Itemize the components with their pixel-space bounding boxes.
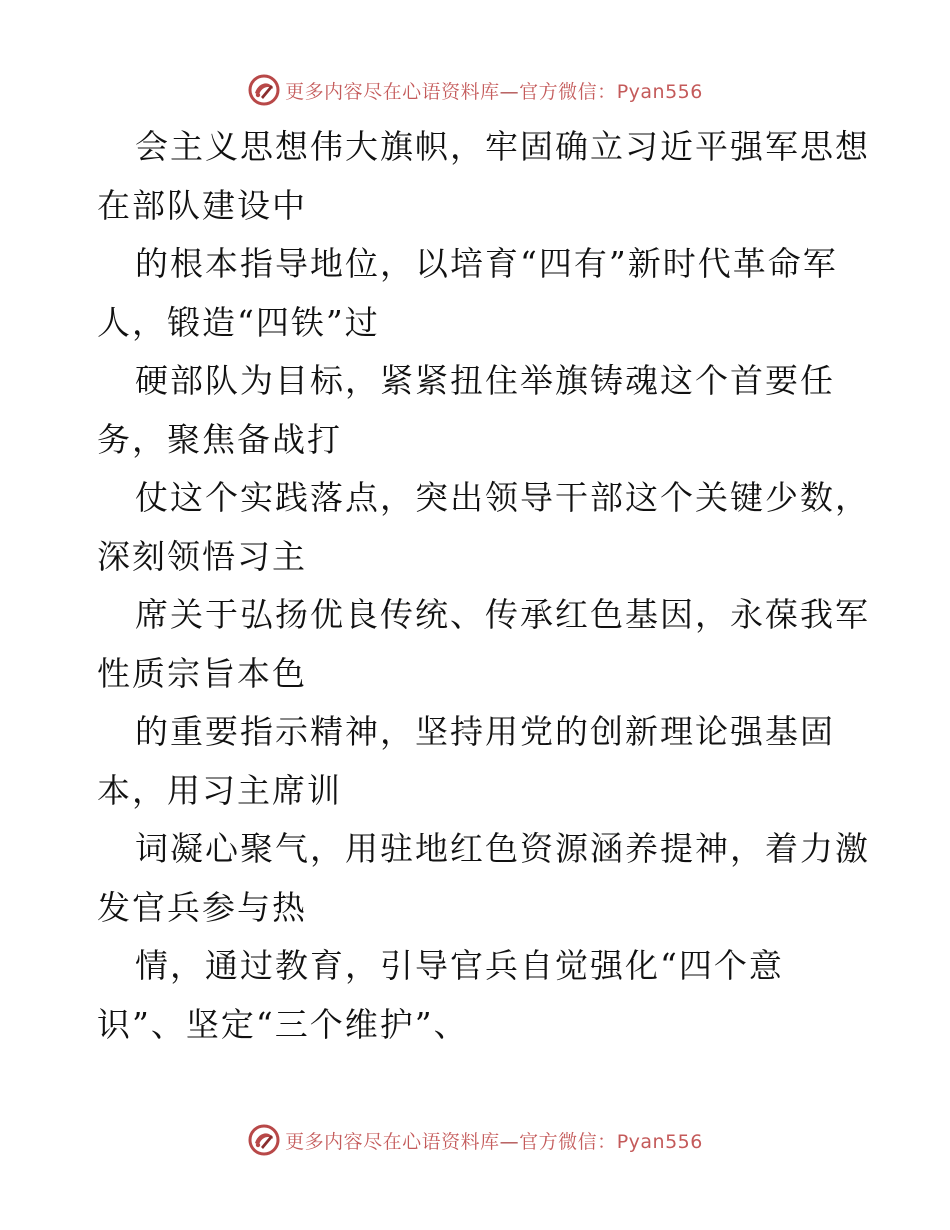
body-line: 的重要指示精神，坚持用党的创新理论强基固 xyxy=(135,712,835,751)
body-line: 会主义思想伟大旗帜，牢固确立习近平强军思想 xyxy=(135,127,870,166)
header-wechat-id: Pyan556 xyxy=(616,80,703,103)
header-dash: — xyxy=(499,80,520,103)
body-line: 硬部队为目标，紧紧扭住举旗铸魂这个首要任 xyxy=(135,361,835,400)
body-line: 发官兵参与热 xyxy=(97,887,307,927)
body-line: 仗这个实践落点，突出领导干部这个关键少数， xyxy=(135,478,870,517)
body-line: 在部队建设中 xyxy=(97,185,307,225)
body-line: 词凝心聚气，用驻地红色资源涵养提神，着力激 xyxy=(135,829,870,868)
body-line: 深刻领悟习主 xyxy=(97,536,307,576)
header-wechat-label: 官方微信： xyxy=(519,80,617,103)
header-banner-title: 更多内容尽在心语资料库 xyxy=(285,80,500,103)
header-banner xyxy=(0,70,950,110)
body-line: 人，锻造“四铁”过 xyxy=(97,302,380,342)
footer-dash: — xyxy=(499,1130,520,1153)
footer-banner xyxy=(0,1120,950,1160)
body-line: 的根本指导地位，以培育“四有”新时代革命军 xyxy=(135,244,838,283)
body-line: 性质宗旨本色 xyxy=(97,653,307,693)
body-line: 务，聚焦备战打 xyxy=(97,419,342,459)
red-swirl-logo-icon xyxy=(247,1123,281,1157)
document-body xyxy=(97,118,877,1054)
footer-wechat-label: 官方微信： xyxy=(519,1130,617,1153)
body-line: 本，用习主席训 xyxy=(97,770,342,810)
header-banner-text xyxy=(285,77,703,104)
body-line: 情，通过教育，引导官兵自觉强化“四个意 xyxy=(135,946,784,985)
red-swirl-logo-icon xyxy=(247,73,281,107)
body-line: 识”、坚定“三个维护”、 xyxy=(97,1004,469,1044)
footer-banner-text xyxy=(285,1127,703,1154)
footer-banner-title: 更多内容尽在心语资料库 xyxy=(285,1130,500,1153)
body-line: 席关于弘扬优良传统、传承红色基因，永葆我军 xyxy=(135,595,870,634)
footer-wechat-id: Pyan556 xyxy=(616,1130,703,1153)
